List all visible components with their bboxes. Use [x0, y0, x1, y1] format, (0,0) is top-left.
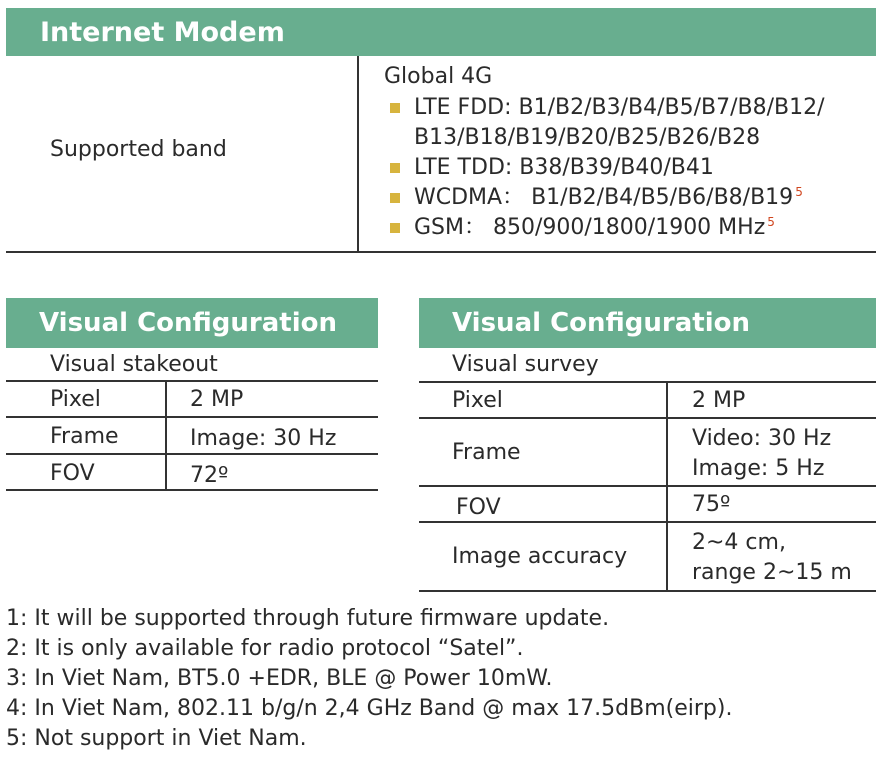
band-item: WCDMA： B1/B2/B4/B5/B6/B8/B19 5 — [384, 185, 825, 215]
band-item: LTE TDD: B38/B39/B40/B41 — [384, 155, 825, 185]
band-item: LTE FDD: B1/B2/B3/B4/B5/B7/B8/B12/ — [384, 95, 825, 125]
supported-band-label: Supported band — [50, 137, 227, 162]
footnote: 2: It is only available for radio protocol “Satel”. — [6, 636, 524, 661]
survey-subtitle: Visual survey — [452, 352, 599, 377]
stakeout-subtitle: Visual stakeout — [50, 352, 218, 377]
survey-rule — [419, 590, 876, 592]
modem-bottom-rule — [6, 251, 876, 253]
survey-pixel-value: 2 MP — [692, 388, 746, 413]
footnote: 4: In Viet Nam, 802.11 b/g/n 2,4 GHz Band @ max 17.5dBm(eirp). — [6, 696, 733, 721]
bullet-icon — [390, 193, 400, 203]
band-item-continuation: B13/B18/B19/B20/B25/B26/B28 — [414, 125, 761, 150]
survey-rule — [419, 417, 876, 419]
footnote-marker: 5 — [795, 185, 803, 199]
stakeout-frame-value: Image: 30 Hz — [190, 426, 337, 451]
survey-rule — [419, 381, 876, 383]
survey-accuracy-value-2: range 2~15 m — [692, 560, 852, 585]
survey-header — [419, 298, 876, 348]
survey-fov-value: 75º — [692, 492, 731, 517]
global-4g-label: Global 4G — [384, 64, 493, 89]
footnote: 5: Not support in Viet Nam. — [6, 726, 307, 751]
survey-frame-value: Video: 30 Hz — [692, 426, 832, 451]
survey-frame-value-2: Image: 5 Hz — [692, 456, 825, 481]
stakeout-divider — [165, 380, 167, 491]
footnote: 1: It will be supported through future firmware update. — [6, 606, 610, 631]
bullet-icon — [390, 103, 400, 113]
stakeout-frame-label: Frame — [50, 424, 119, 449]
stakeout-rule — [6, 416, 378, 418]
survey-title: Visual Configuration — [452, 308, 750, 338]
stakeout-fov-value: 72º — [190, 463, 229, 488]
stakeout-rule — [6, 489, 378, 491]
stakeout-pixel-value: 2 MP — [190, 387, 244, 412]
band-item: GSM： 850/900/1800/1900 MHz 5 — [384, 215, 825, 245]
modem-divider — [357, 56, 359, 252]
stakeout-header — [6, 298, 378, 348]
survey-fov-label: FOV — [456, 495, 501, 520]
internet-modem-title: Internet Modem — [40, 16, 285, 48]
survey-accuracy-label: Image accuracy — [452, 544, 628, 569]
stakeout-fov-label: FOV — [50, 461, 95, 486]
stakeout-rule — [6, 453, 378, 455]
footnote: 3: In Viet Nam, BT5.0 +EDR, BLE @ Power 10mW. — [6, 666, 553, 691]
survey-frame-label: Frame — [452, 440, 521, 465]
footnote-marker: 5 — [767, 215, 775, 229]
survey-accuracy-value: 2~4 cm, — [692, 530, 786, 555]
bullet-icon — [390, 223, 400, 233]
survey-rule — [419, 485, 876, 487]
survey-pixel-label: Pixel — [452, 388, 503, 413]
stakeout-title: Visual Configuration — [39, 308, 337, 338]
internet-modem-header — [6, 8, 876, 56]
bullet-icon — [390, 163, 400, 173]
band-list — [384, 95, 825, 245]
stakeout-pixel-label: Pixel — [50, 387, 101, 412]
survey-rule — [419, 521, 876, 523]
survey-divider — [666, 381, 668, 592]
stakeout-rule — [6, 380, 378, 382]
